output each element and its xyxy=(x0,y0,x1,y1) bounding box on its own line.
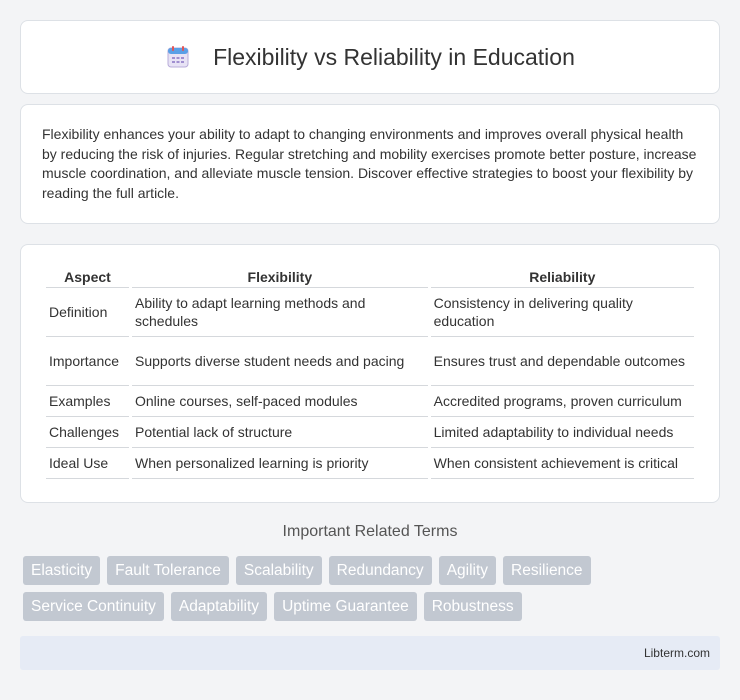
table-row xyxy=(46,448,694,479)
tag-fault-tolerance[interactable]: Fault Tolerance xyxy=(107,556,229,585)
tag-resilience[interactable]: Resilience xyxy=(503,556,591,585)
tag-agility[interactable]: Agility xyxy=(439,556,496,585)
intro-card xyxy=(20,104,720,224)
table-cell: Limited adaptability to individual needs xyxy=(431,417,694,448)
table-row xyxy=(46,288,694,337)
column-header-flexibility: Flexibility xyxy=(132,263,428,288)
footer-site-link[interactable]: Libterm.com xyxy=(643,646,710,660)
related-terms-title: Important Related Terms xyxy=(282,523,458,540)
table-cell: Ability to adapt learning methods and schedules xyxy=(132,288,428,337)
table-header-row xyxy=(46,263,694,288)
tag-service-continuity[interactable]: Service Continuity xyxy=(23,592,164,621)
tag-scalability[interactable]: Scalability xyxy=(236,556,322,585)
comparison-card xyxy=(20,244,720,503)
table-cell: Consistency in delivering quality education xyxy=(431,288,694,337)
table-cell: Online courses, self-paced modules xyxy=(132,386,428,417)
table-cell: When consistent achievement is critical xyxy=(431,448,694,479)
tag-redundancy[interactable]: Redundancy xyxy=(329,556,432,585)
table-cell: Ensures trust and dependable outcomes xyxy=(431,337,694,386)
table-cell: Importance xyxy=(46,337,129,386)
footer xyxy=(20,636,720,670)
table-row xyxy=(46,386,694,417)
table-cell: Potential lack of structure xyxy=(132,417,428,448)
table-cell: Definition xyxy=(46,288,129,337)
tag-adaptability[interactable]: Adaptability xyxy=(171,592,267,621)
page-title: Flexibility vs Reliability in Education xyxy=(213,43,575,70)
tag-uptime-guarantee[interactable]: Uptime Guarantee xyxy=(274,592,417,621)
tag-robustness[interactable]: Robustness xyxy=(424,592,522,621)
column-header-reliability: Reliability xyxy=(431,263,694,288)
table-cell: Supports diverse student needs and pacing xyxy=(132,337,428,386)
column-header-aspect: Aspect xyxy=(46,263,129,288)
table-cell: Examples xyxy=(46,386,129,417)
tag-elasticity[interactable]: Elasticity xyxy=(23,556,100,585)
related-terms-list xyxy=(23,556,723,621)
title-card xyxy=(20,20,720,94)
table-cell: Challenges xyxy=(46,417,129,448)
comparison-table xyxy=(43,263,697,479)
table-row xyxy=(46,337,694,386)
table-row xyxy=(46,417,694,448)
table-cell: Accredited programs, proven curriculum xyxy=(431,386,694,417)
calendar-icon xyxy=(165,44,191,70)
table-cell: When personalized learning is priority xyxy=(132,448,428,479)
intro-text: Flexibility enhances your ability to adapt to changing environments and improves overall physical health by reducing the risk of injuries. Regular stretching and mobility exercises promote better posture, increase muscle coordination, and alleviate muscle tension. Discover effective strategies to boost your flexibility by reading the full article. xyxy=(42,126,697,201)
table-cell: Ideal Use xyxy=(46,448,129,479)
